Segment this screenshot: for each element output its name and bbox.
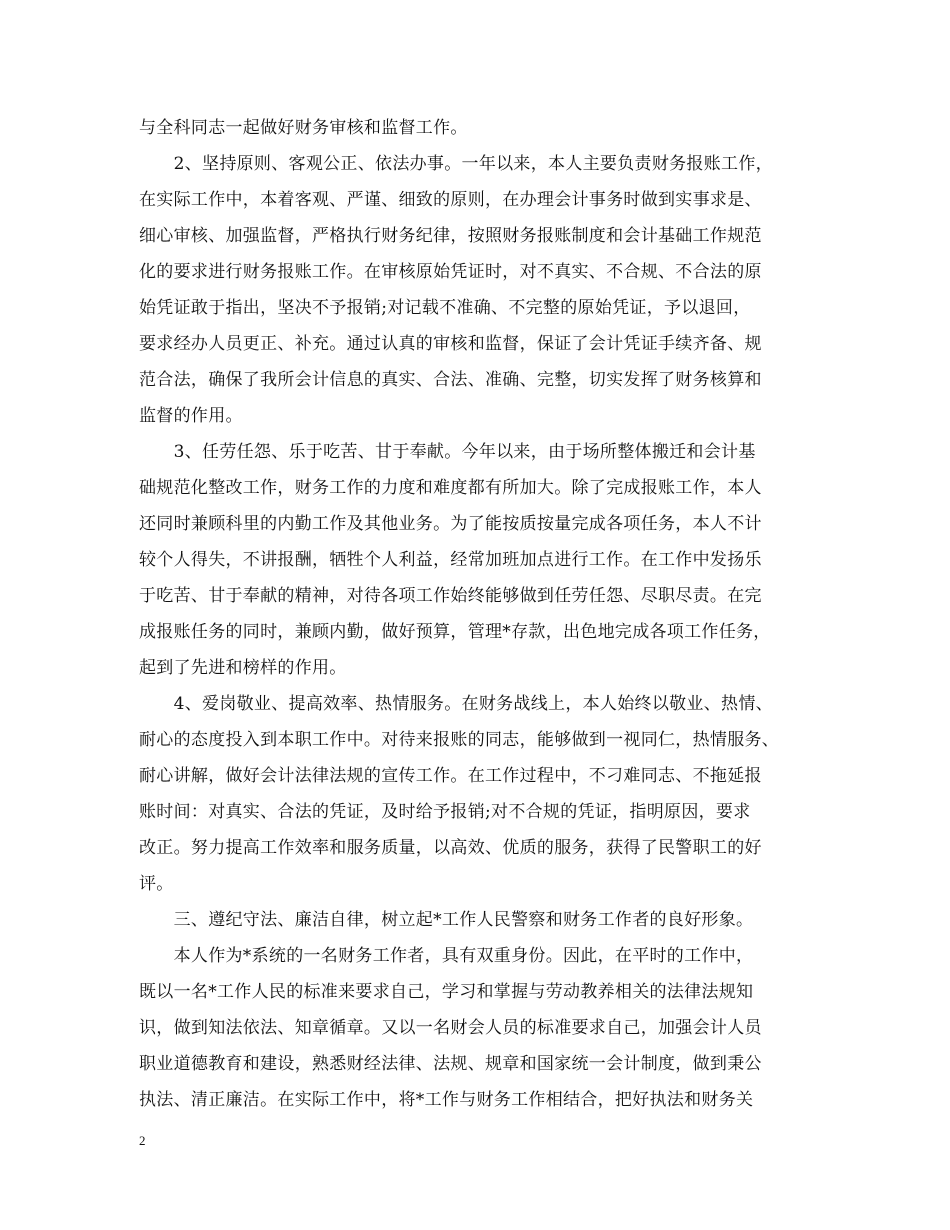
- text-line: 耐心的态度投入到本职工作中。对待来报账的同志，能够做到一视同仁，热情服务、: [139, 730, 780, 750]
- text-line: 与全科同志一起做好财务审核和监督工作。: [139, 118, 468, 138]
- text-line: 化的要求进行财务报账工作。在审核原始凭证时，对不真实、不合规、不合法的原: [139, 262, 762, 282]
- page-number: 2: [139, 1133, 146, 1148]
- text-line: 监督的作用。: [139, 406, 243, 426]
- text-line: 评。: [139, 874, 174, 894]
- text-line: 三、遵纪守法、廉洁自律，树立起*工作人民警察和财务工作者的良好形象。: [139, 910, 754, 930]
- text-line: 成报账任务的同时，兼顾内勤，做好预算，管理*存款，出色地完成各项工作任务，: [139, 622, 771, 642]
- text-line: 范合法，确保了我所会计信息的真实、合法、准确、完整，切实发挥了财务核算和: [139, 370, 762, 390]
- text-line: 要求经办人员更正、补充。通过认真的审核和监督，保证了会计凭证手续齐备、规: [139, 334, 762, 354]
- text-line: 耐心讲解，做好会计法律法规的宣传工作。在工作过程中，不刁难同志、不拖延报: [139, 766, 762, 786]
- text-line: 4、爱岗敬业、提高效率、热情服务。在财务战线上，本人始终以敬业、热情、: [139, 694, 773, 714]
- text-line: 始凭证敢于指出，坚决不予报销;对记载不准确、不完整的原始凭证，予以退回，: [139, 298, 751, 318]
- text-line: 还同时兼顾科里的内勤工作及其他业务。为了能按质按量完成各项任务，本人不计: [139, 514, 762, 534]
- text-line: 既以一名*工作人民的标准来要求自己，学习和掌握与劳动教养相关的法律法规知: [139, 982, 754, 1002]
- text-line: 2、坚持原则、客观公正、依法办事。一年以来，本人主要负责财务报账工作，: [139, 154, 773, 174]
- text-line: 改正。努力提高工作效率和服务质量，以高效、优质的服务，获得了民警职工的好: [139, 838, 762, 858]
- text-line: 3、任劳任怨、乐于吃苦、甘于奉献。今年以来，由于场所整体搬迁和会计基: [139, 442, 756, 462]
- text-line: 于吃苦、甘于奉献的精神，对待各项工作始终能够做到任劳任怨、尽职尽责。在完: [139, 586, 762, 606]
- text-line: 础规范化整改工作，财务工作的力度和难度都有所加大。除了完成报账工作，本人: [139, 478, 762, 498]
- text-line: 识，做到知法依法、知章循章。又以一名财会人员的标准要求自己，加强会计人员: [139, 1018, 762, 1038]
- text-line: 执法、清正廉洁。在实际工作中，将*工作与财务工作相结合，把好执法和财务关: [139, 1090, 754, 1110]
- text-line: 在实际工作中，本着客观、严谨、细致的原则，在办理会计事务时做到实事求是、: [139, 190, 762, 210]
- text-line: 较个人得失，不讲报酬，牺牲个人利益，经常加班加点进行工作。在工作中发扬乐: [139, 550, 762, 570]
- text-line: 账时间：对真实、合法的凭证，及时给予报销;对不合规的凭证，指明原因，要求: [139, 802, 751, 822]
- text-line: 职业道德教育和建设，熟悉财经法律、法规、规章和国家统一会计制度，做到秉公: [139, 1054, 762, 1074]
- text-line: 本人作为*系统的一名财务工作者，具有双重身份。因此，在平时的工作中，: [139, 946, 754, 966]
- text-line: 起到了先进和榜样的作用。: [139, 658, 347, 678]
- text-line: 细心审核、加强监督，严格执行财务纪律，按照财务报账制度和会计基础工作规范: [139, 226, 762, 246]
